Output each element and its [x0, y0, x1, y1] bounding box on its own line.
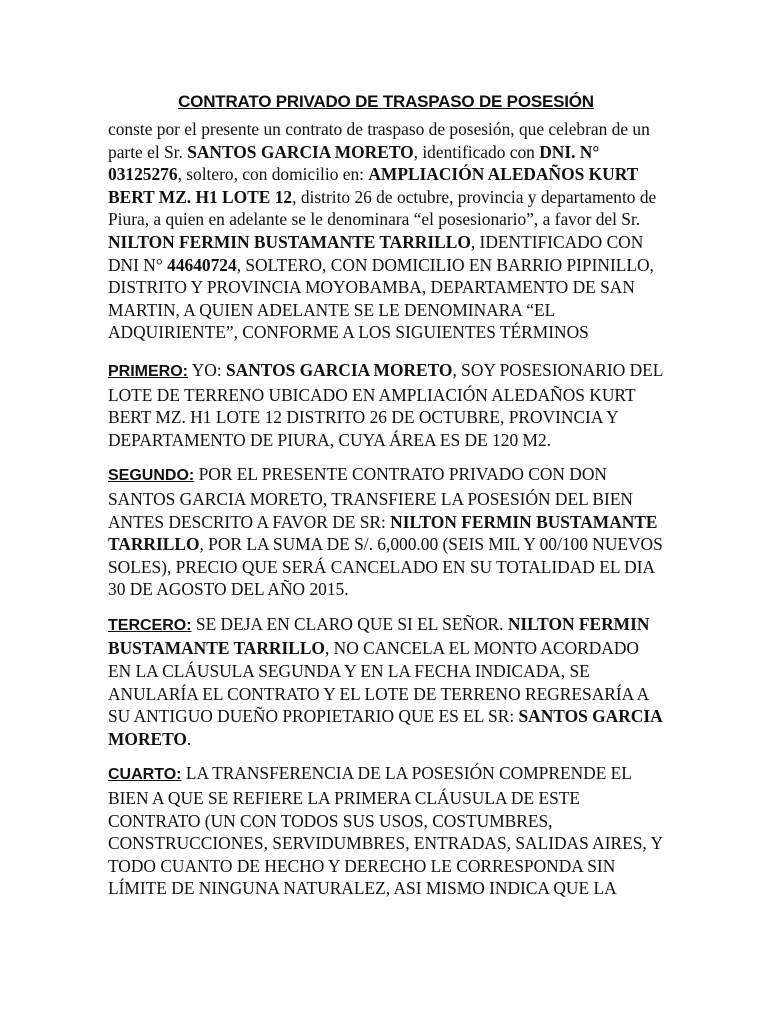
clause-text: , POR LA SUMA DE S/. 6,000.00 (SEIS MIL Y 00/100 NUEVOS SOLES), PRECIO QUE SERÁ CANCELADO EN SU TOTALIDAD EL DIA 30 DE AGOSTO DEL AÑO 2015. — [108, 534, 663, 600]
document-page — [108, 92, 664, 912]
clause-tercero — [108, 613, 664, 751]
buyer-name: NILTON FERMIN BUSTAMANTE TARRILLO — [108, 231, 471, 252]
intro-text: , IDENTIFICADO CON DNI N° — [108, 231, 644, 275]
seller-name: SANTOS GARCIA MORETO — [187, 141, 414, 162]
intro-text: conste por el presente un contrato de traspaso de posesión, que celebran de un parte el Sr. — [108, 119, 650, 162]
clause-primero — [108, 359, 664, 451]
clause-text: , SOY POSESIONARIO DEL LOTE DE TERRENO UBICADO EN AMPLIACIÓN ALEDAÑOS KURT BERT MZ. H1 LOTE 12 DISTRITO 26 DE OCTUBRE, PROVINCIA Y DEPARTAMENTO DE PIURA, CUYA ÁREA ES DE 120 M2. — [108, 359, 663, 450]
intro-text: , distrito 26 de octubre, provincia y departamento de Piura, a quien en adelante se le denominara “el posesionario”, a favor del Sr. — [108, 186, 657, 230]
clause-segundo — [108, 463, 664, 601]
buyer-dni: 44640724 — [167, 254, 237, 275]
seller-name: SANTOS GARCIA MORETO — [226, 359, 453, 380]
intro-text: , SOLTERO, CON DOMICILIO EN BARRIO PIPINILLO, DISTRITO Y PROVINCIA MOYOBAMBA, DEPARTAMENTO DE SAN MARTIN, A QUIEN ADELANTE SE LE DENOMINARA “EL ADQUIRIENTE”, CONFORME A LOS SIGUIENTES TÉRMINOS — [108, 254, 654, 343]
document-title: CONTRATO PRIVADO DE TRASPASO DE POSESIÓN — [178, 92, 594, 111]
clause-text: YO: — [188, 359, 226, 380]
intro-text: , identificado con — [413, 141, 540, 162]
buyer-name: NILTON FERMIN BUSTAMANTE TARRILLO — [108, 511, 658, 555]
clause-label: TERCERO: — [108, 616, 192, 634]
clause-text: , NO CANCELA EL MONTO ACORDADO EN LA CLÁUSULA SEGUNDA Y EN LA FECHA INDICADA, SE ANULARÍA EL CONTRATO Y EL LOTE DE TERRENO REGRESARÍA A SU ANTIGUO DUEÑO PROPIETARIO QUE ES EL SR: — [108, 638, 649, 727]
seller-name: SANTOS GARCIA MORETO — [108, 706, 662, 749]
seller-dni: DNI. N° 03125276 — [108, 141, 600, 185]
clause-label: CUARTO: — [108, 766, 182, 784]
clause-text: . — [186, 728, 192, 749]
clause-label: PRIMERO: — [108, 362, 188, 380]
intro-text: , soltero, con domicilio en: — [177, 164, 369, 185]
clause-label: SEGUNDO: — [108, 467, 195, 485]
clause-cuarto — [108, 762, 664, 900]
clause-text: SE DEJA EN CLARO QUE SI EL SEÑOR. — [191, 613, 508, 634]
seller-address: AMPLIACIÓN ALEDAÑOS KURT BERT MZ. H1 LOTE 12 — [108, 164, 638, 207]
clause-text: POR EL PRESENTE CONTRATO PRIVADO CON DON SANTOS GARCIA MORETO, TRANSFIERE LA POSESIÓN DEL BIEN ANTES DESCRITO A FAVOR DE SR: — [108, 464, 633, 532]
clause-text: LA TRANSFERENCIA DE LA POSESIÓN COMPRENDE EL BIEN A QUE SE REFIERE LA PRIMERA CLÁUSULA DE ESTE CONTRATO (UN CON TODOS SUS USOS, COSTUMBRES, CONSTRUCCIONES, SERVIDUMBRES, ENTRADAS, SALIDAS AIRES, Y TODO CUANTO DE HECHO Y DERECHO LE CORRESPONDA SIN LÍMITE DE NINGUNA NATURALEZ, ASI MISMO INDICA QUE LA — [108, 763, 663, 899]
intro-paragraph — [108, 118, 664, 344]
buyer-name: NILTON FERMIN BUSTAMANTE TARRILLO — [108, 613, 650, 659]
